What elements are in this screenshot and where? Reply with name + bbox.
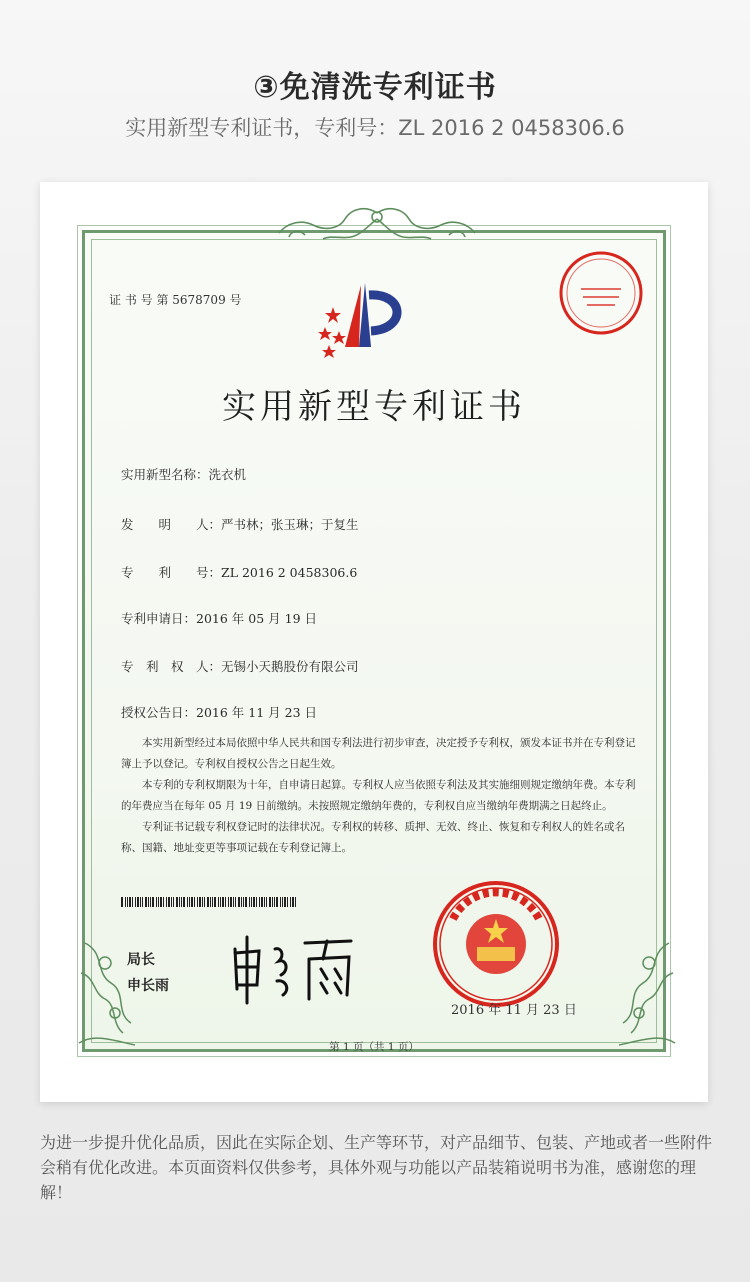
field-value: 2016 年 05 月 19 日 (196, 611, 318, 626)
certificate-heading: 实用新型专利证书 (222, 387, 526, 427)
field-value: 无锡小天鹅股份有限公司 (221, 659, 359, 674)
field-patent-number (121, 563, 357, 581)
top-seal-icon (557, 249, 645, 337)
field-label: 专 利 号： (121, 565, 222, 580)
field-label: 专 利 权 人： (121, 659, 222, 674)
barcode-icon (121, 897, 297, 907)
certificate-paper (82, 230, 666, 1052)
field-value: 2016 年 11 月 23 日 (196, 705, 318, 720)
page-title: ③免清洗专利证书 (253, 70, 497, 105)
disclaimer-text: 为进一步提升优化品质，因此在实际企划、生产等环节，对产品细节、包装、产地或者一些附件会稍有优化改进。本页面资料仅供参考，具体外观与功能以产品装箱说明书为准，感谢您的理解！ (40, 1133, 713, 1202)
certificate-body (121, 733, 641, 859)
field-label: 发 明 人： (121, 517, 222, 532)
director-name: 申长雨 (127, 978, 169, 994)
field-value: 严书林；张玉琳；于复生 (221, 517, 359, 532)
body-paragraph: 本实用新型经过本局依照中华人民共和国专利法进行初步审查，决定授予专利权，颁发本证书并在专利登记簿上予以登记。专利权自授权公告之日起生效。 (121, 737, 636, 770)
field-value: ZL 2016 2 0458306.6 (221, 565, 358, 580)
field-patentee (121, 657, 359, 675)
director-title: 局长 (127, 952, 155, 968)
page-subtitle: 实用新型专利证书，专利号：ZL 2016 2 0458306.6 (125, 116, 625, 140)
field-grant-date (121, 703, 317, 721)
field-utility-model-name (121, 465, 246, 483)
field-value: 洗衣机 (208, 467, 247, 482)
field-inventors (121, 515, 359, 533)
certificate-number: 证 书 号 第 5678709 号 (109, 293, 242, 307)
national-ip-seal-icon (431, 879, 561, 1009)
field-label: 实用新型名称： (121, 467, 209, 482)
signature-icon (225, 929, 375, 1009)
field-filing-date (121, 609, 317, 627)
certificate-image (40, 182, 708, 1102)
page-number: 第 1 页（共 1 页） (329, 1041, 419, 1053)
issue-date: 2016 年 11 月 23 日 (451, 1003, 577, 1018)
field-label: 专利申请日： (121, 611, 197, 626)
field-label: 授权公告日： (121, 705, 197, 720)
body-paragraph: 本专利的专利权期限为十年，自申请日起算。专利权人应当依照专利法及其实施细则规定缴纳年费。本专利的年费应当在每年 05 月 19 日前缴纳。未按照规定缴纳年费的，专利权自应当缴纳年费期满之日起终止。 (121, 779, 636, 812)
right-corner-ornament-icon (609, 933, 679, 1053)
top-ornament-icon (265, 205, 489, 245)
body-paragraph: 专利证书记载专利权登记时的法律状况。专利权的转移、质押、无效、终止、恢复和专利权人的姓名或名称、国籍、地址变更等事项记载在专利登记簿上。 (121, 821, 625, 854)
patent-office-logo-icon (315, 277, 415, 367)
